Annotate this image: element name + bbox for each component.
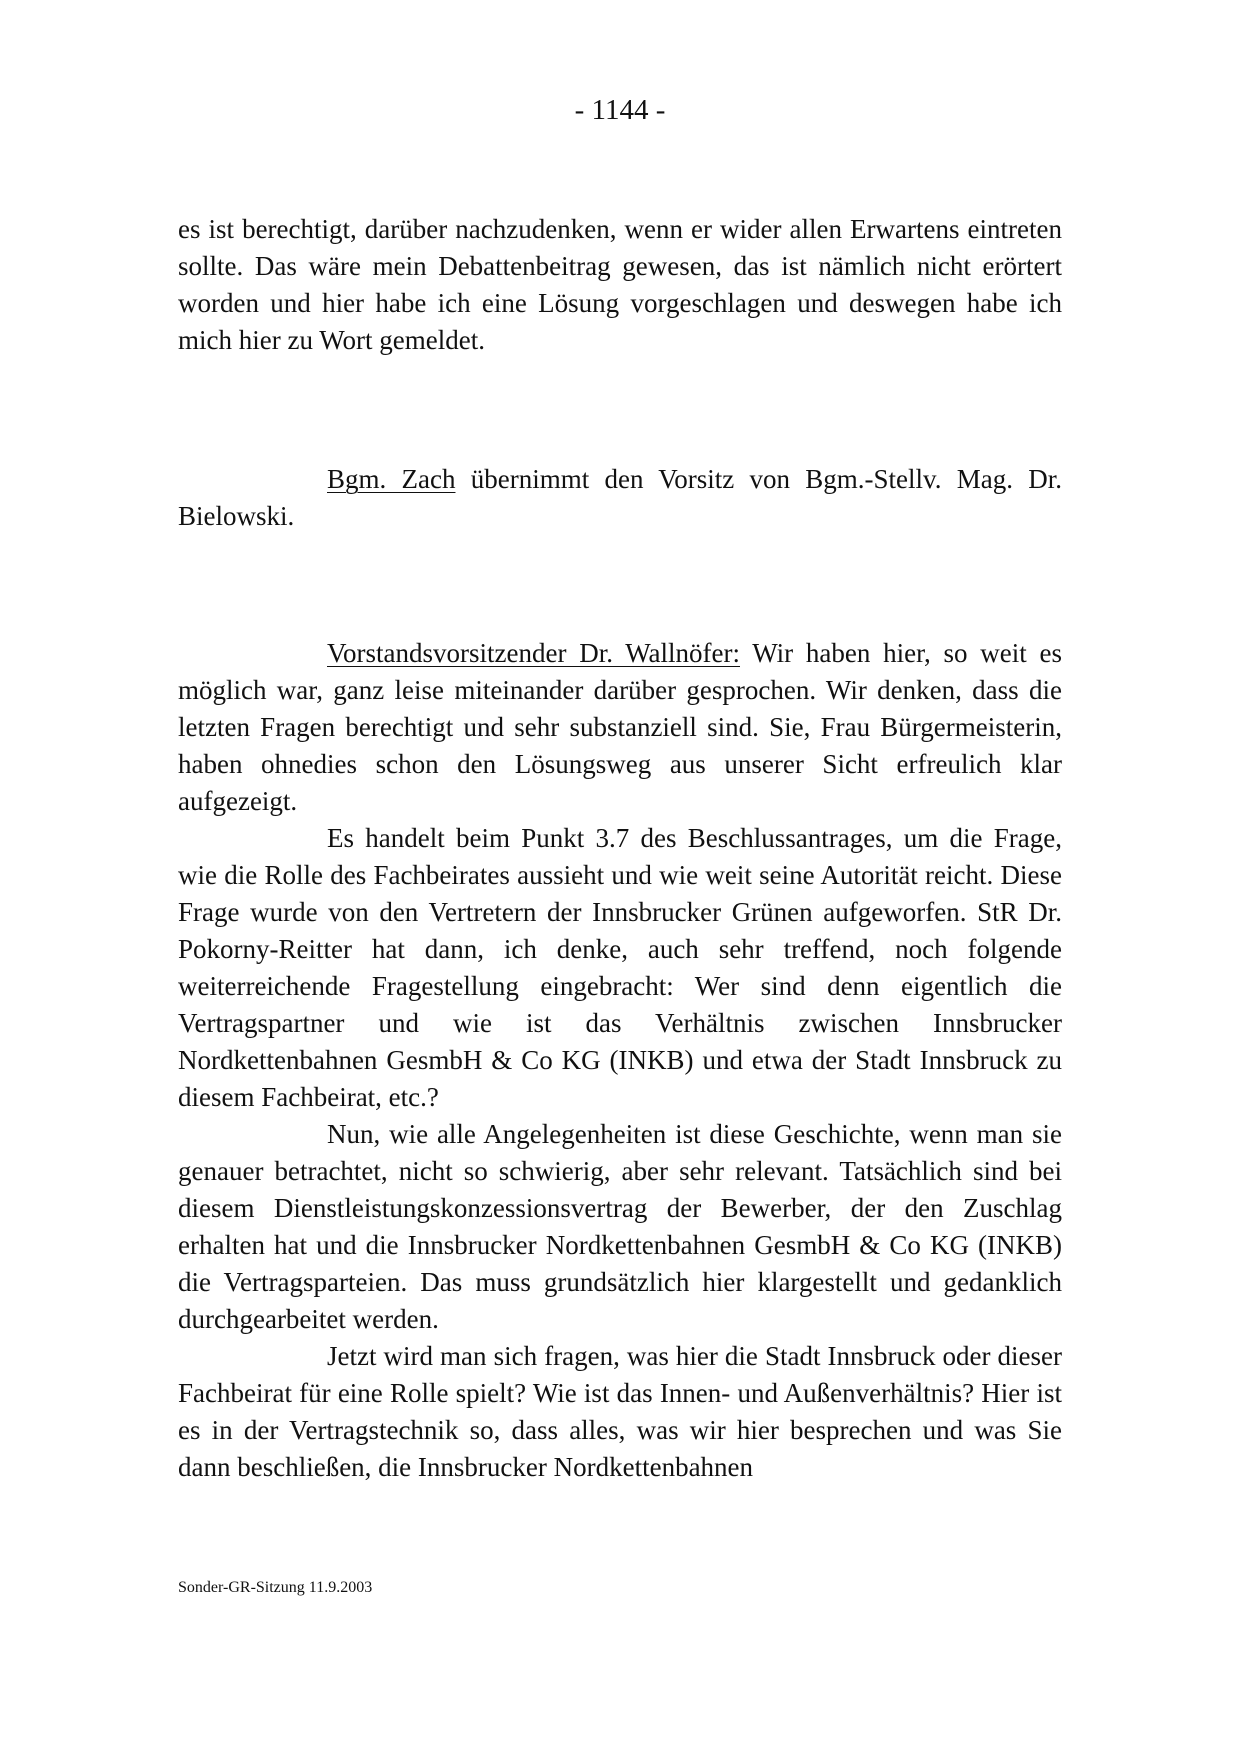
speech-paragraph: Es handelt beim Punkt 3.7 des Beschlussantrages, um die Frage, wie die Rolle des Fachbeirates aussieht und wie weit seine Autorität reicht. Diese Frage wurde von den Vertretern der Innsbrucker Grünen aufgeworfen. StR Dr. Pokorny-Reitter hat dann, ich denke, auch sehr treffend, noch folgende weiterreichende Fragestellung eingebracht: Wer sind denn eigentlich die Vertragspartner und wie ist das Verhältnis zwischen Innsbrucker Nordkettenbahnen GesmbH & Co KG (INKB) und etwa der Stadt Innsbruck zu diesem Fachbeirat, etc.? xyxy=(178,823,1062,1112)
speech-paragraph: Jetzt wird man sich fragen, was hier die Stadt Innsbruck oder dieser Fachbeirat für eine Rolle spielt? Wie ist das Innen- und Außenverhältnis? Hier ist es in der Vertragstechnik so, dass alles, was wir hier besprechen und was Sie dann beschließen, die Innsbrucker Nordkettenbahnen xyxy=(178,1341,1062,1482)
intro-paragraph: es ist berechtigt, darüber nachzudenken, wenn er wider allen Erwartens eintreten sollte. Das wäre mein Debattenbeitrag gewesen, das ist nämlich nicht erörtert worden und hier habe ich eine Lösung vorgeschlagen und deswegen habe ich mich hier zu Wort gemeldet. xyxy=(178,214,1062,355)
speech-opening-paragraph xyxy=(178,635,1062,820)
speech-paragraph: Nun, wie alle Angelegenheiten ist diese Geschichte, wenn man sie genauer betrachtet, nicht so schwierig, aber sehr relevant. Tatsächlich sind bei diesem Dienstleistungskonzessionsvertrag der Bewerber, der den Zuschlag erhalten hat und die Innsbrucker Nordkettenbahnen GesmbH & Co KG (INKB) die Vertragsparteien. Das muss grundsätzlich hier klargestellt und gedanklich durchgearbeitet werden. xyxy=(178,1119,1062,1334)
page-footer: Sonder-GR-Sitzung 11.9.2003 xyxy=(178,1579,373,1596)
chair-change-block xyxy=(178,461,1062,535)
intro-paragraph-block xyxy=(178,211,1062,359)
chair-speaker-name: Bgm. Zach xyxy=(327,464,456,494)
speech-opening-text: Wir haben hier, so weit es möglich war, ganz leise miteinander darüber gesprochen. Wir denken, dass die letzten Fragen berechtigt und sehr substanziell sind. Sie, Frau Bürgermeisterin, haben ohnedies schon den Lösungsweg aus unserer Sicht erfreulich klar aufgezeigt. xyxy=(178,638,1062,816)
speech-speaker-name: Vorstandsvorsitzender Dr. Wallnöfer: xyxy=(327,638,740,668)
chair-change-text: übernimmt den Vorsitz von Bgm.-Stellv. Mag. Dr. Bielowski. xyxy=(178,464,1062,531)
chair-change-paragraph xyxy=(178,461,1062,535)
page-number: - 1144 - xyxy=(574,94,666,126)
speech-block xyxy=(178,635,1062,1486)
